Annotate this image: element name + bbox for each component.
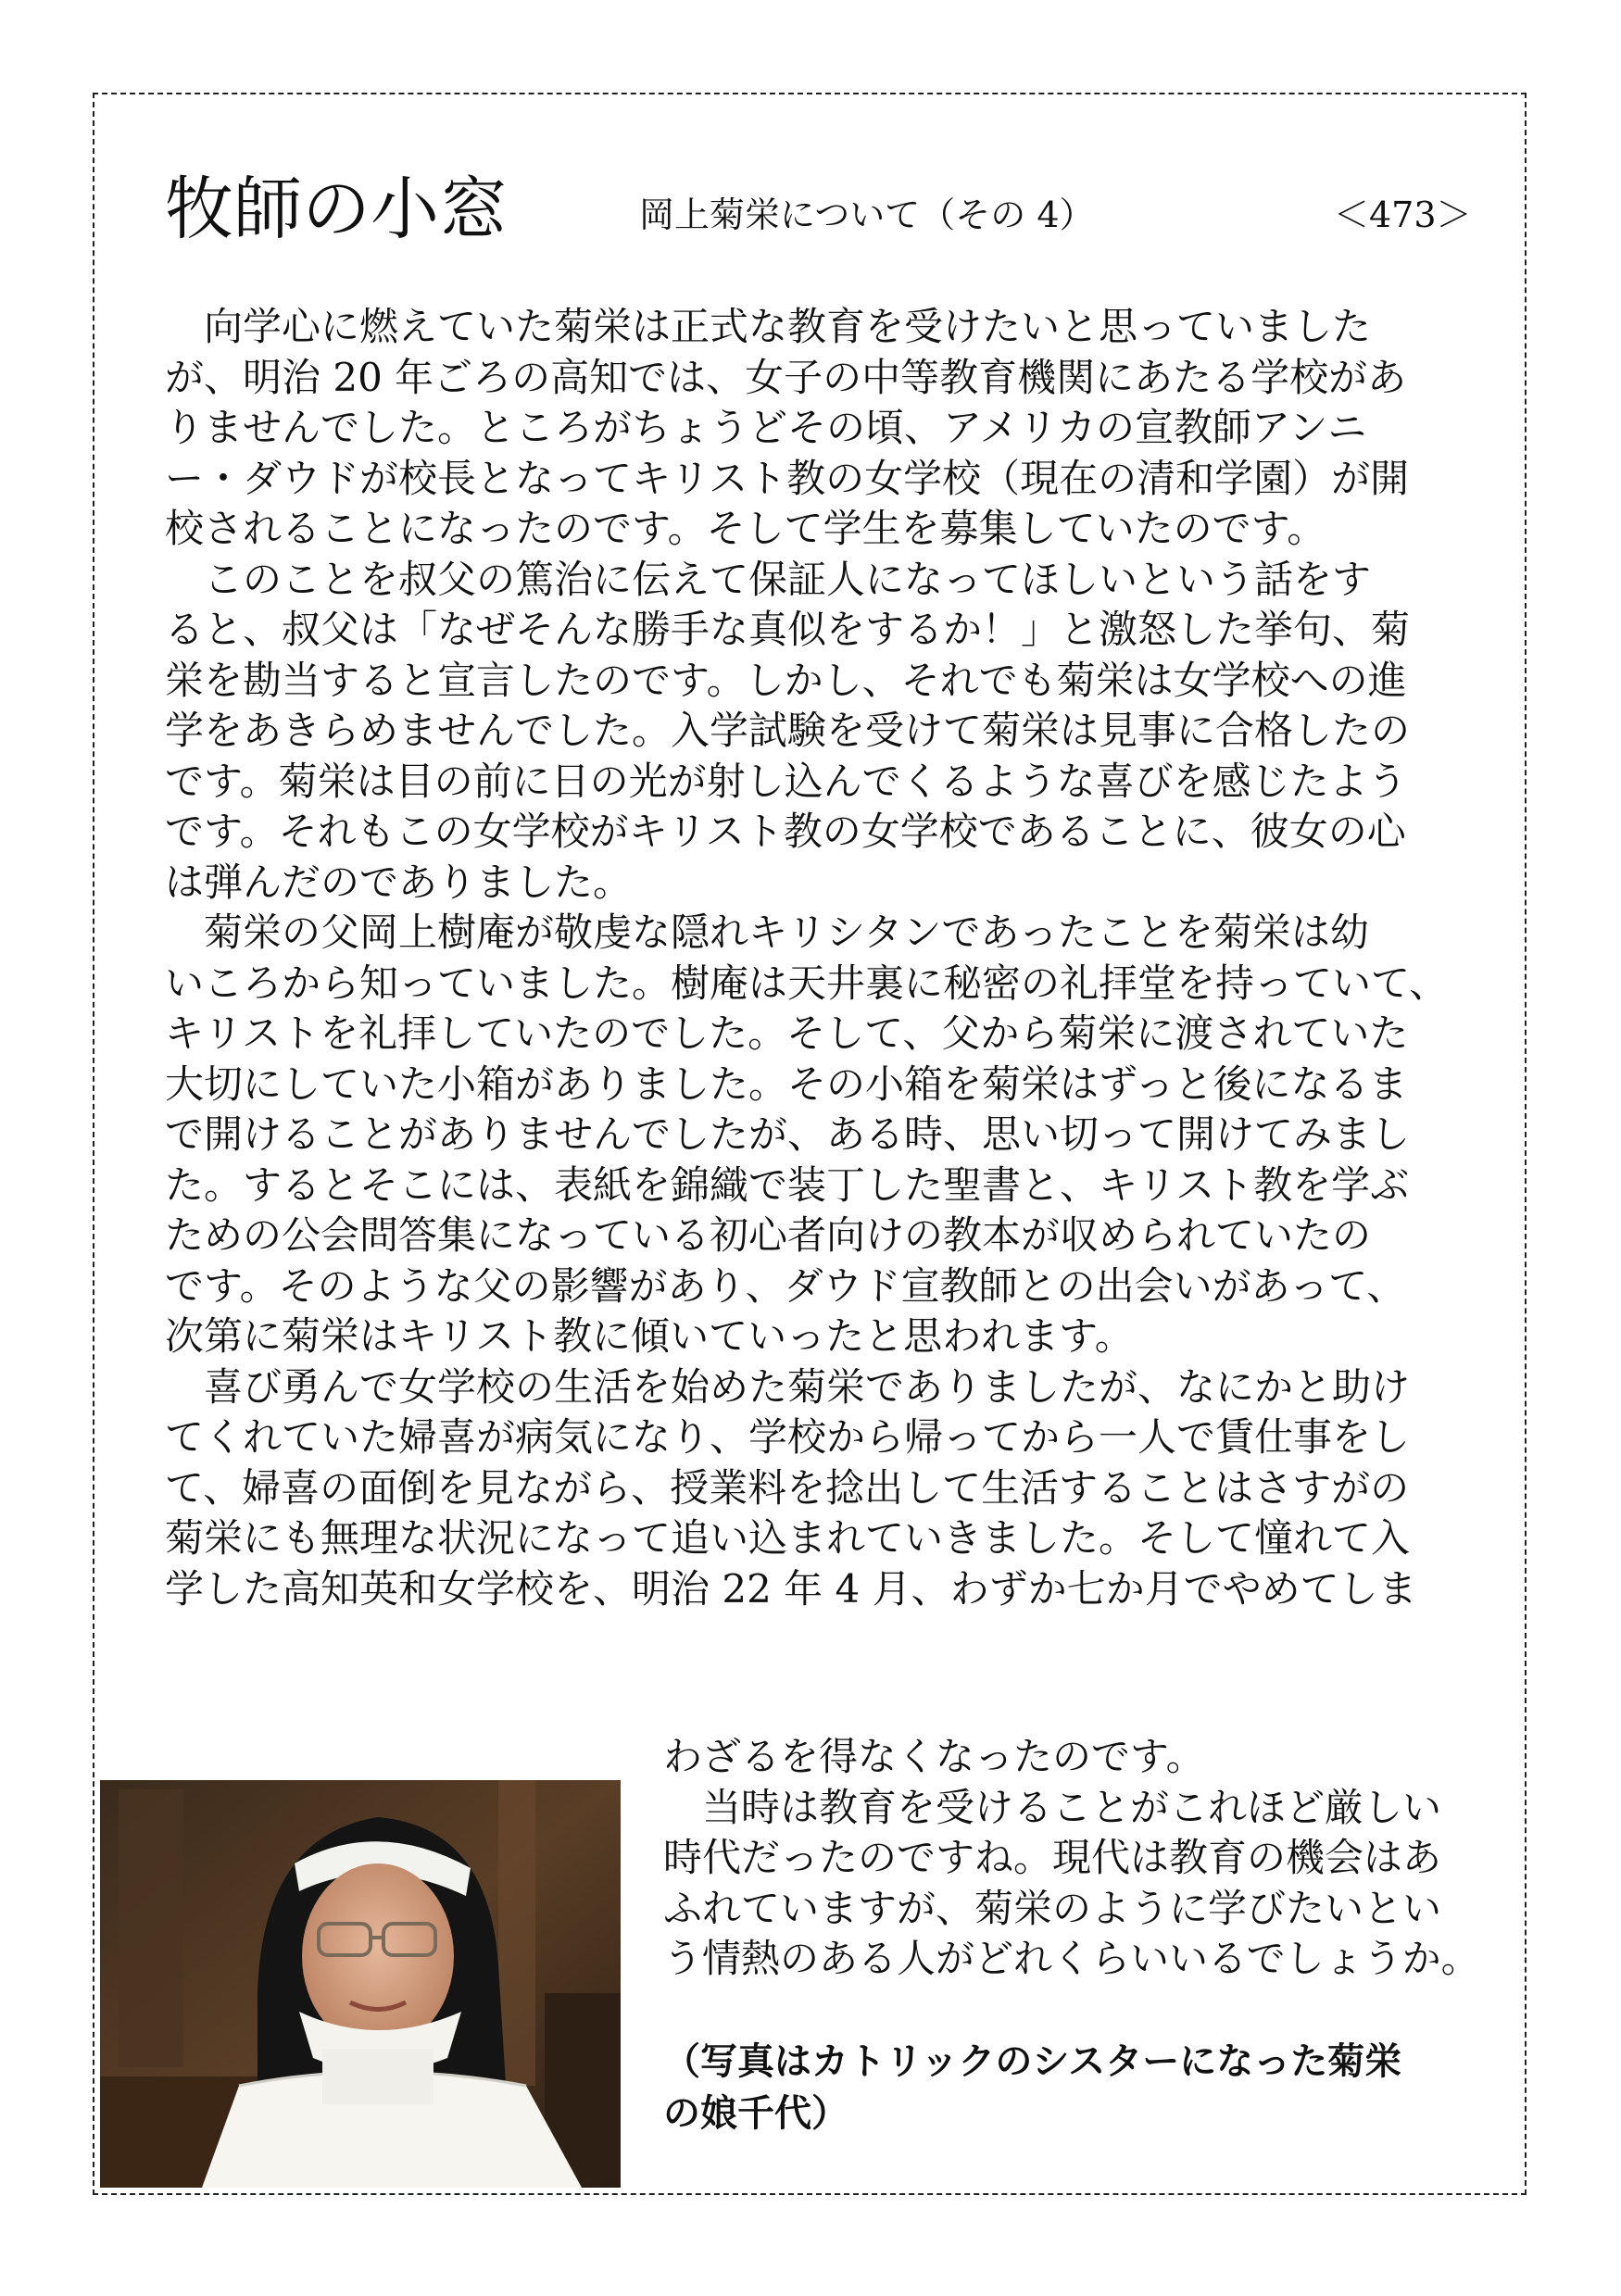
body-line: で開けることがありませんでしたが、ある時、思い切って開けてみまし xyxy=(165,1111,1411,1157)
caption-line: （写真はカトリックのシスターになった菊栄 xyxy=(663,2040,1402,2083)
body-line: このことを叔父の篤治に伝えて保証人になってほしいという話をす xyxy=(165,556,1372,602)
body-line: ー・ダウドが校長となってキリスト教の女学校（現在の清和学園）が開 xyxy=(165,455,1410,501)
body-line: いころから知っていました。樹庵は天井裏に秘密の礼拝堂を持っていて、 xyxy=(165,960,1449,1006)
body-line: 学した高知英和女学校を、明治 22 年 4 月、わずか七か月でやめてしま xyxy=(165,1565,1417,1612)
body-line: です。それもこの女学校がキリスト教の女学校であることに、彼女の心 xyxy=(165,809,1406,854)
body-line: です。菊栄は目の前に日の光が射し込んでくるような喜びを感じたよう xyxy=(165,758,1407,804)
article-body xyxy=(165,302,1517,1614)
issue-number: ＜473＞ xyxy=(1334,194,1472,235)
body-line: 次第に菊栄はキリスト教に傾いていったと思われます。 xyxy=(165,1313,1134,1359)
body-line: キリストを礼拝していたのでした。そして、父から菊栄に渡されていた xyxy=(165,1010,1409,1056)
body-line: 校されることになったのです。そして学生を募集していたのです。 xyxy=(165,506,1326,551)
body-line: ふれていますが、菊栄のように学びたいとい xyxy=(663,1885,1442,1931)
body-line: 大切にしていた小箱がありました。その小箱を菊栄はずっと後になるま xyxy=(165,1060,1408,1107)
body-line: です。そのような父の影響があり、ダウド宣教師との出会いがあって、 xyxy=(165,1262,1406,1309)
body-line: 当時は教育を受けることがこれほど厳しい xyxy=(663,1784,1442,1830)
body-line: 時代だったのですね。現代は教育の機会はあ xyxy=(663,1835,1442,1880)
body-line: 栄を勘当すると宣言したのです。しかし、それでも菊栄は女学校への進 xyxy=(165,657,1407,703)
column-title: 牧師の小窓 xyxy=(165,169,508,249)
photo-of-nun xyxy=(100,1780,621,2188)
body-line: 向学心に燃えていた菊栄は正式な教育を受けたいと思っていました xyxy=(165,304,1372,349)
caption-line: の娘千代） xyxy=(663,2092,848,2135)
body-line: て、婦喜の面倒を見ながら、授業料を捻出して生活することはさすがの xyxy=(165,1464,1410,1511)
body-line: ると、叔父は「なぜそんな勝手な真似をするか！」と激怒した挙句、菊 xyxy=(165,607,1411,652)
nun-portrait-illustration xyxy=(100,1780,621,2188)
body-line: てくれていた婦喜が病気になり、学校から帰ってから一人で賃仕事をし xyxy=(165,1414,1411,1460)
body-line: りませんでした。ところがちょうどその頃、アメリカの宣教師アンニ xyxy=(165,405,1367,450)
body-line: う情熱のある人がどれくらいいるでしょうか。 xyxy=(663,1936,1480,1981)
body-line: が、明治 20 年ごろの高知では、女子の中等教育機関にあたる学校があ xyxy=(165,354,1407,400)
article-body-continued xyxy=(663,1732,1525,1985)
body-line: わざるを得なくなったのです。 xyxy=(663,1734,1205,1779)
body-line: 喜び勇んで女学校の生活を始めた菊栄でありましたが、なにかと助け xyxy=(165,1363,1411,1410)
body-line: 菊栄にも無理な状況になって追い込まれていきました。そして憧れて入 xyxy=(165,1515,1411,1561)
body-line: 学をあきらめませんでした。入学試験を受けて菊栄は見事に合格したの xyxy=(165,708,1411,753)
article-subtitle: 岡上菊栄について（その 4） xyxy=(639,194,1095,235)
body-line: ための公会問答集になっている初心者向けの教本が収められていたの xyxy=(165,1212,1372,1258)
body-line: は弾んだのでありました。 xyxy=(165,859,633,905)
body-line: 菊栄の父岡上樹庵が敬虔な隠れキリシタンであったことを菊栄は幼 xyxy=(165,910,1369,955)
body-line: た。するとそこには、表紙を錦織で装丁した聖書と、キリスト教を学ぶ xyxy=(165,1161,1410,1208)
photo-caption xyxy=(663,2036,1525,2139)
